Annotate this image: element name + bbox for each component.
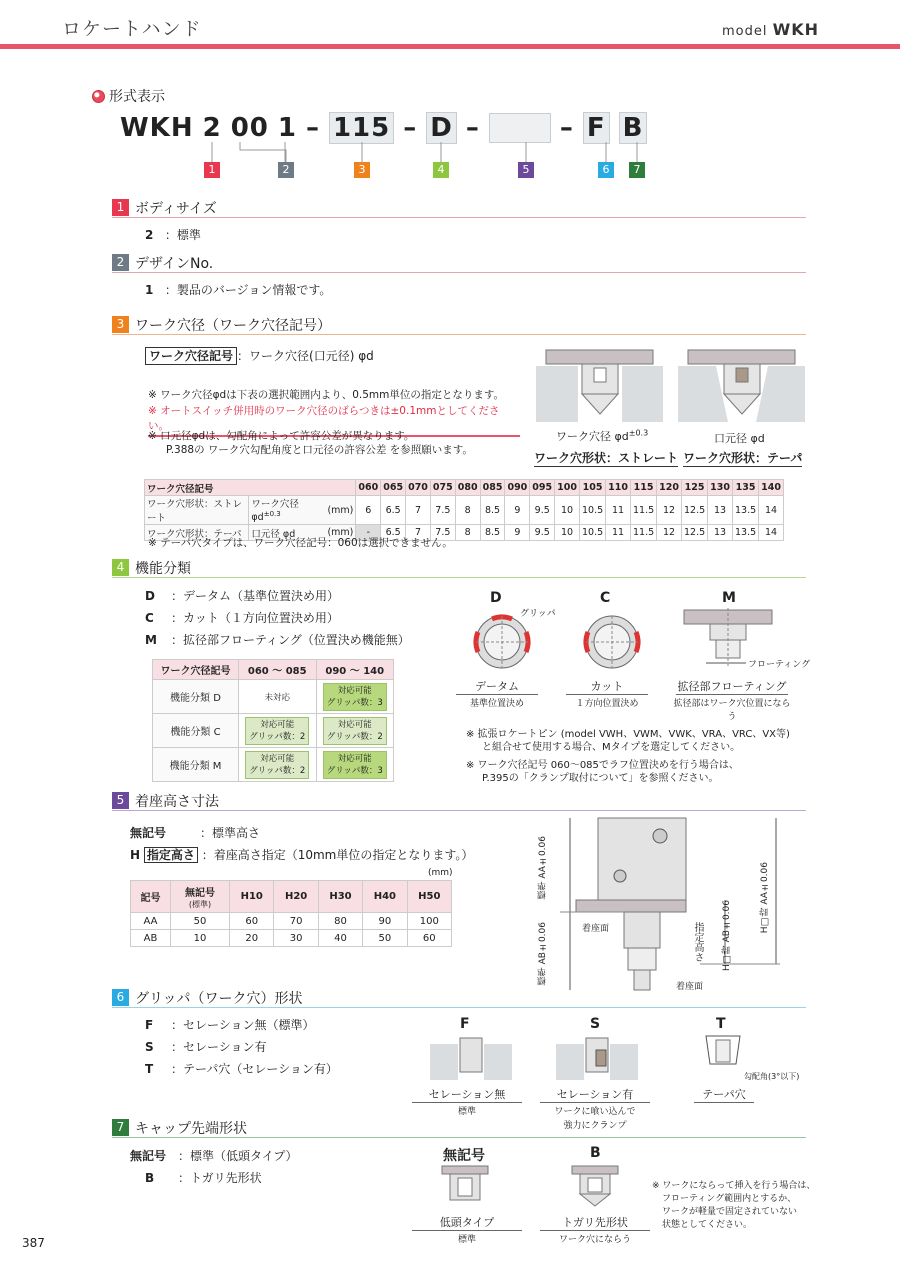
model-code: WKH 2 00 1 – 115 – D – – F B bbox=[120, 112, 656, 144]
dim-h-ab: H□時 AB±0.06 bbox=[722, 900, 732, 971]
fig1-label: ワーク穴径 $\varphi d^{\pm 0.3}$ bbox=[556, 428, 649, 443]
fig-t-letter: T bbox=[716, 1016, 726, 1032]
sec7-item-2: B ：トガリ先形状 bbox=[145, 1171, 262, 1185]
seat-label-1: 着座面 bbox=[582, 924, 610, 934]
cap-std-figure bbox=[440, 1164, 490, 1208]
section-4-header: 4 機能分類 bbox=[112, 558, 806, 578]
cut-figure bbox=[576, 612, 648, 672]
sec4-item-m: M ：拡径部フローティング（位置決め機能無） bbox=[145, 633, 410, 647]
sec7-item-1: 無記号 ：標準（低頭タイプ） bbox=[130, 1149, 298, 1163]
fig2-caption: ワーク穴形状：テーパ bbox=[683, 451, 803, 465]
fig-cap-b-sub: ワーク穴にならう bbox=[558, 1235, 631, 1245]
taper-note: 勾配角(3°以下) bbox=[744, 1072, 800, 1081]
header-model: model WKH bbox=[722, 20, 820, 39]
fig-m-caption: 拡径部フローティング bbox=[677, 680, 787, 693]
sec1-item: 2 ：標準 bbox=[145, 228, 201, 242]
section-2-header: 2 デザインNo. bbox=[112, 253, 806, 273]
sec4-note1a: ※ 拡張ロケートピン (model VWH、VWM、VWK、VRA、VRC、VX等) bbox=[466, 729, 790, 740]
sec7-note3: ワークが軽量で固定されていない bbox=[662, 1207, 798, 1217]
header-bar bbox=[0, 44, 900, 49]
table-row: 機能分類 C 対応可能 グリッパ数：2 対応可能 グリッパ数：2 bbox=[153, 714, 394, 748]
table-row: AA 50 60 70 80 90 100 bbox=[131, 913, 452, 930]
marker-2: 2 bbox=[278, 162, 294, 178]
table-row: 機能分類 D 未対応 対応可能 グリッパ数：3 bbox=[153, 680, 394, 714]
fig-d-caption: データム bbox=[456, 678, 538, 695]
gripper-t-figure bbox=[700, 1034, 746, 1072]
sec3-note2: ※ オートスイッチ併用時のワーク穴径のばらつきは±0.1mmとしてください。 bbox=[148, 403, 520, 437]
sec3-table-note: ※ テーパ穴タイプは、ワーク穴径記号：060は選択できません。 bbox=[148, 537, 453, 549]
fig-cap-b-letter: B bbox=[590, 1145, 601, 1161]
sec3-note3b: P.388の ワーク穴勾配角度と口元径の許容公差 を参照願います。 bbox=[166, 444, 473, 456]
blank-code-box bbox=[489, 113, 551, 143]
fig-c-caption: カット bbox=[566, 678, 648, 695]
table-row: ワーク穴径記号 060 ～ 085 090 ～ 140 bbox=[153, 660, 394, 680]
fig-s-sub2: 強力にクランプ bbox=[563, 1121, 627, 1131]
marker-6: 6 bbox=[598, 162, 614, 178]
fig-m-letter: M bbox=[722, 590, 736, 606]
sec6-item-t: T ：テーパ穴（セレーション有） bbox=[145, 1062, 338, 1076]
seat-label-2: 着座面 bbox=[676, 982, 704, 992]
page-number: 387 bbox=[22, 1236, 45, 1250]
dim-std-ab: 標準 AB±0.06 bbox=[538, 922, 548, 986]
fig-d-sub: 基準位置決め bbox=[469, 699, 524, 709]
fig-d-letter: D bbox=[490, 590, 502, 606]
marker-4: 4 bbox=[433, 162, 449, 178]
fig-f-sub: 標準 bbox=[457, 1107, 476, 1117]
fig-s-caption: セレーション有 bbox=[540, 1086, 650, 1103]
section-6-header: 6 グリッパ（ワーク穴）形状 bbox=[112, 988, 806, 1008]
fig-f-letter: F bbox=[460, 1016, 470, 1032]
section-1-header: 1 ボディサイズ bbox=[112, 198, 806, 218]
datum-figure bbox=[466, 612, 538, 672]
fig-cap-b-caption: トガリ先形状 bbox=[540, 1214, 650, 1231]
sec4-item-c: C ：カット（１方向位置決め用） bbox=[145, 611, 339, 625]
function-table bbox=[152, 659, 394, 782]
sec4-item-d: D ：データム（基準位置決め用） bbox=[145, 589, 340, 603]
sec7-note1: ※ ワークにならって挿入を行う場合は、 bbox=[652, 1181, 816, 1191]
spec-height-label: 指定高さ bbox=[692, 922, 703, 962]
table-row: 記号 無記号 (標準) H10 H20 H30 H40 H50 bbox=[131, 881, 452, 913]
table-row: ワーク穴径記号 060 065 070 075 080 085 090 095 100 105 110 115 120 125 130 135 140 bbox=[145, 480, 784, 496]
fig-c-sub: １方向位置決め bbox=[575, 699, 639, 709]
table-row: ワーク穴形状：ストレート ワーク穴径 $\varphi d^{\pm 0.3}$ (mm) 6 6.5 7 7.5 8 8.5 9 9.5 10 10.5 11 11.5 12 12.5 13 13.5 14 bbox=[145, 496, 784, 525]
fig-cap-std-caption: 低頭タイプ bbox=[412, 1214, 522, 1231]
format-heading: 形式表示 bbox=[92, 86, 165, 106]
code-connectors bbox=[0, 140, 900, 180]
fig2-label: 口元径 φd bbox=[714, 432, 765, 445]
sec3-note1: ※ ワーク穴径φdは下表の選択範囲内より、0.5mm単位の指定となります。 bbox=[148, 389, 505, 401]
table-row: AB 10 20 30 40 50 60 bbox=[131, 930, 452, 947]
sec7-note4: 状態としてください。 bbox=[662, 1220, 753, 1230]
sec3-note3a: ※ 口元径φdは、勾配角によって許容公差が異なります。 bbox=[148, 430, 415, 442]
floating-arrow bbox=[706, 662, 746, 664]
sec4-note1b: と組合せて使用する場合、Mタイプを選定してください。 bbox=[482, 742, 741, 753]
fig-f-caption: セレーション無 bbox=[412, 1086, 522, 1103]
table-row: 機能分類 M 対応可能 グリッパ数：2 対応可能 グリッパ数：3 bbox=[153, 748, 394, 782]
section-7-header: 7 キャップ先端形状 bbox=[112, 1118, 806, 1138]
sec7-note2: フローティング範囲内とするか、 bbox=[662, 1194, 797, 1204]
dim-std-aa: 標準 AA±0.06 bbox=[538, 836, 548, 900]
dim-h-aa: H□時 AA±0.06 bbox=[760, 862, 770, 934]
section-5-header: 5 着座高さ寸法 bbox=[112, 791, 806, 811]
section-1-num: 1 bbox=[112, 199, 129, 216]
marker-1: 1 bbox=[204, 162, 220, 178]
sec5-unit: (mm) bbox=[428, 868, 453, 878]
cap-b-figure bbox=[570, 1164, 620, 1208]
sec4-note2b: P.395の「クランプ取付について」を参照ください。 bbox=[482, 773, 719, 784]
gripper-s-figure bbox=[556, 1034, 638, 1080]
sec5-item2: H 指定高さ ：着座高さ指定（10mm単位の指定となります。） bbox=[130, 848, 474, 862]
marker-5: 5 bbox=[518, 162, 534, 178]
marker-3: 3 bbox=[354, 162, 370, 178]
gripper-label: グリッパ bbox=[520, 609, 556, 619]
gripper-f-figure bbox=[430, 1034, 512, 1080]
fig-cap-std-sub: 標準 bbox=[457, 1235, 476, 1245]
straight-hole-figure bbox=[536, 346, 663, 422]
fig-c-letter: C bbox=[600, 590, 611, 606]
sec6-item-f: F ：セレーション無（標準） bbox=[145, 1018, 315, 1032]
bullet-icon bbox=[92, 90, 105, 103]
header-title: ロケートハンド bbox=[62, 18, 202, 40]
fig-s-sub: ワークに喰い込んで bbox=[554, 1107, 636, 1117]
sec2-item: 1 ：製品のバージョン情報です。 bbox=[145, 283, 332, 297]
sec4-note2a: ※ ワーク穴径記号 060～085でラフ位置決めを行う場合は、 bbox=[466, 760, 739, 771]
table-row: ワーク穴形状：テーパ 口元径 φd (mm) - 6.5 7 7.5 8 8.5 9 9.5 10 10.5 11 11.5 12 12.5 13 13.5 14 bbox=[145, 525, 784, 541]
seat-height-table bbox=[130, 880, 452, 947]
section-3-header: 3 ワーク穴径（ワーク穴径記号） bbox=[112, 315, 806, 335]
fig-t-caption: テーパ穴 bbox=[694, 1086, 754, 1103]
fig-cap-std-letter: 無記号 bbox=[443, 1148, 485, 1164]
floating-label: フローティング bbox=[748, 660, 811, 670]
sec6-item-s: S ：セレーション有 bbox=[145, 1040, 267, 1054]
work-hole-table bbox=[144, 479, 784, 541]
fig-m-sub: 拡径部はワーク穴位置にならう bbox=[673, 699, 791, 722]
marker-7: 7 bbox=[629, 162, 645, 178]
fig1-caption: ワーク穴形状：ストレート bbox=[534, 451, 679, 465]
sec3-label: ワーク穴径記号 ：ワーク穴径(口元径) φd bbox=[145, 347, 374, 364]
sec5-item1: 無記号 ：標準高さ bbox=[130, 826, 261, 840]
seat-height-drawing bbox=[540, 814, 790, 994]
fig-s-letter: S bbox=[590, 1016, 601, 1032]
taper-hole-figure bbox=[678, 346, 805, 422]
